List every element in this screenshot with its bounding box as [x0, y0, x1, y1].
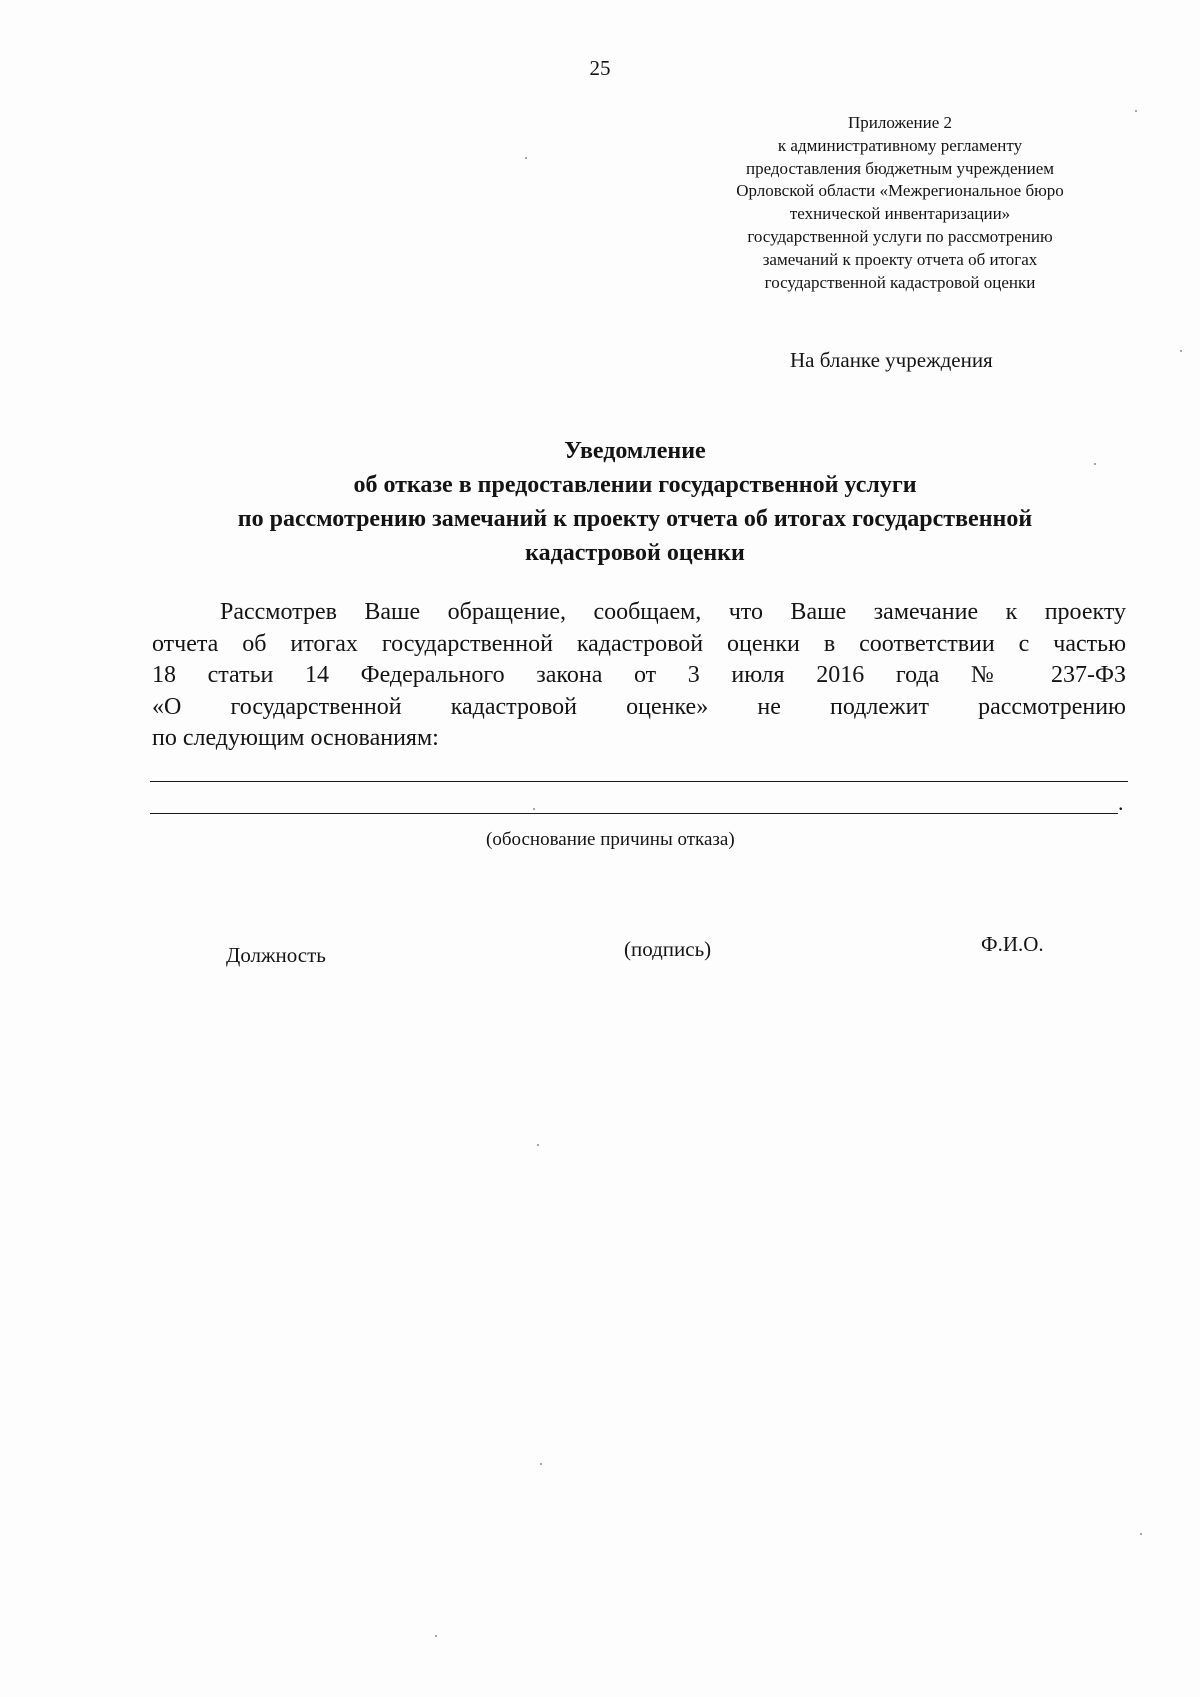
- reason-fill-line: [150, 781, 1128, 782]
- document-title: [140, 434, 1130, 570]
- appendix-header: [690, 112, 1110, 294]
- body-line: по следующим основаниям:: [152, 725, 439, 751]
- appendix-line: Приложение 2: [848, 113, 952, 132]
- appendix-line: Орловской области «Межрегиональное бюро: [736, 181, 1064, 201]
- reason-caption: (обоснование причины отказа): [486, 829, 735, 850]
- signature-sign-label: (подпись): [624, 937, 712, 961]
- scan-speck: [540, 1463, 542, 1465]
- scan-speck: [435, 1635, 437, 1637]
- body-line: «О государственной кадастровой оценке» не подлежит рассмотрению: [152, 693, 1126, 720]
- letterhead-note: На бланке учреждения: [790, 348, 993, 372]
- appendix-line: государственной услуги по рассмотрению: [747, 226, 1053, 246]
- body-paragraph: [152, 597, 1126, 755]
- scan-speck: [1135, 110, 1137, 112]
- signature-name-label: Ф.И.О.: [981, 932, 1044, 956]
- page-number: 25: [589, 56, 611, 80]
- signature-position-label: Должность: [226, 943, 326, 967]
- body-line: Рассмотрев Ваше обращение, сообщаем, что Ваше замечание к проекту: [220, 599, 1126, 625]
- body-line: отчета об итогах государственной кадастровой оценки в соответствии с частью: [152, 630, 1126, 657]
- title-line: по рассмотрению замечаний к проекту отчета об итогах государственной: [237, 506, 1033, 532]
- body-line: 18 статьи 14 Федерального закона от 3 июля 2016 года № 237-ФЗ: [152, 662, 1126, 688]
- appendix-line: государственной кадастровой оценки: [764, 272, 1036, 292]
- appendix-line: технической инвентаризации»: [789, 204, 1011, 224]
- scan-speck: [533, 808, 535, 810]
- reason-fill-line: [150, 813, 1118, 814]
- fill-line-period: .: [1118, 790, 1124, 815]
- title-line: Уведомление: [564, 438, 706, 464]
- appendix-line: к административному регламенту: [777, 135, 1023, 155]
- appendix-line: замечаний к проекту отчета об итогах: [762, 249, 1038, 269]
- title-line: кадастровой оценки: [525, 540, 745, 566]
- scan-speck: [1140, 1533, 1142, 1535]
- scan-speck: [1180, 350, 1182, 352]
- scan-speck: [525, 157, 527, 159]
- scan-speck: [1094, 463, 1096, 465]
- title-line: об отказе в предоставлении государственной услуги: [353, 472, 917, 498]
- appendix-line: предоставления бюджетным учреждением: [745, 158, 1054, 178]
- scan-speck: [537, 1144, 539, 1146]
